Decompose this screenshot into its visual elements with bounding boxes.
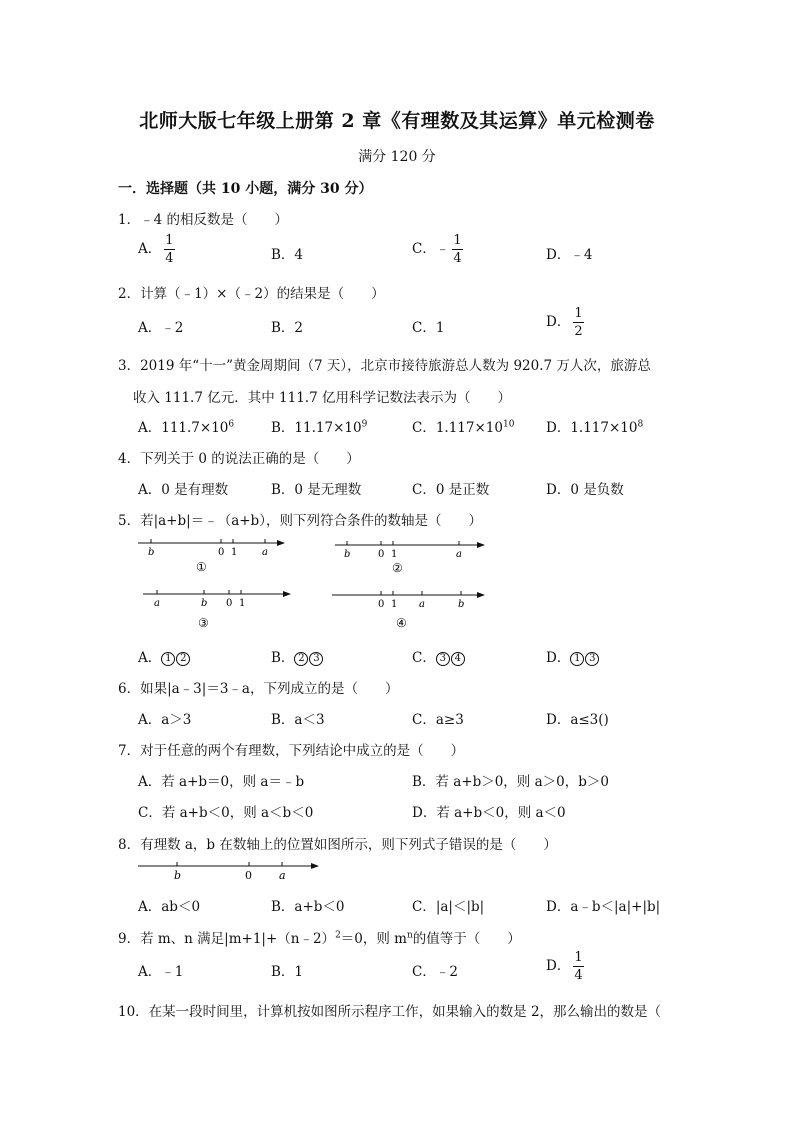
question-6-stem: 6．如果|a﹣3|＝3﹣a，下列成立的是（ ） bbox=[118, 681, 399, 697]
q8-option-a: A．ab＜0 bbox=[138, 899, 201, 915]
label-zero: 0 bbox=[218, 547, 225, 558]
q7-option-c: C．若 a+b＜0，则 a＜b＜0 bbox=[138, 805, 314, 821]
label-a: a bbox=[419, 599, 425, 610]
label-b: b bbox=[174, 869, 182, 882]
question-7-stem: 7．对于任意的两个有理数，下列结论中成立的是（ ） bbox=[118, 743, 465, 759]
question-5-stem: 5．若|a+b|＝﹣（a+b），则下列符合条件的数轴是（ ） bbox=[118, 513, 482, 529]
q4-option-b: B．0 是无理数 bbox=[271, 482, 362, 498]
question-10-stem: 10．在某一段时间里，计算机按如图所示程序工作，如果输入的数是 2，那么输出的数是（ bbox=[118, 1004, 662, 1020]
question-3-stem-line1: 3．2019 年“十一”黄金周期间（7 天），北京市接待旅游总人数为 920.7 万人次，旅游总 bbox=[118, 358, 651, 374]
question-1-stem: 1．﹣4 的相反数是（ ） bbox=[118, 212, 288, 228]
question-9-stem: 9．若 m、n 满足|m+1|+（n﹣2）$^2$＝0，则 $m^n$的值等于（ ） bbox=[118, 930, 521, 947]
label-a: a bbox=[456, 549, 462, 560]
q2-option-d: D． $\frac{1}{2}$ bbox=[546, 306, 583, 339]
q4-option-c: C．0 是正数 bbox=[412, 482, 490, 498]
q1-option-c: C．﹣ $\frac{1}{4}$ bbox=[412, 233, 462, 266]
label-b: b bbox=[458, 599, 465, 610]
q5-option-c: C． 3 4 bbox=[412, 646, 466, 666]
q6-option-d: D．a≤3() bbox=[546, 712, 609, 728]
q6-option-a: A．a＞3 bbox=[138, 712, 192, 728]
q1-option-d: D．﹣4 bbox=[546, 247, 593, 263]
label-zero: 0 bbox=[245, 869, 252, 882]
page-title: 北师大版七年级上册第 2 章《有理数及其运算》单元检测卷 bbox=[139, 110, 655, 132]
q5-number-line-figures bbox=[130, 535, 500, 635]
q5-option-a: A． 1 2 bbox=[138, 646, 191, 666]
label-one: 1 bbox=[239, 598, 246, 609]
page-subtitle: 满分 120 分 bbox=[358, 149, 436, 165]
label-one: 1 bbox=[391, 549, 398, 560]
q4-option-a: A．0 是有理数 bbox=[138, 482, 229, 498]
label-b: b bbox=[201, 598, 208, 609]
label-a: a bbox=[154, 598, 160, 609]
q8-option-d: D．a﹣b＜|a|+|b| bbox=[546, 899, 661, 915]
question-3-stem-line2: 收入 111.7 亿元．其中 111.7 亿用科学记数法表示为（ ） bbox=[133, 390, 511, 406]
q2-option-b: B．2 bbox=[271, 320, 304, 336]
q3-option-a: A．$111.7\times 10^6$ bbox=[138, 419, 235, 436]
q7-option-b: B．若 a+b＞0，则 a＞0，b＞0 bbox=[412, 774, 609, 790]
q5-option-d: D． 1 3 bbox=[546, 646, 600, 666]
figure-label-3: ③ bbox=[198, 616, 209, 630]
q9-option-d: D． $\frac{1}{4}$ bbox=[546, 950, 583, 983]
question-8-stem: 8．有理数 a，b 在数轴上的位置如图所示，则下列式子错误的是（ ） bbox=[118, 837, 557, 853]
q9-option-b: B．1 bbox=[271, 964, 304, 980]
label-a: a bbox=[279, 869, 286, 882]
label-zero: 0 bbox=[378, 599, 385, 610]
number-line-1 bbox=[138, 539, 284, 558]
q6-option-c: C．a≥3 bbox=[412, 712, 464, 728]
number-line-3 bbox=[143, 590, 290, 609]
q7-option-d: D．若 a+b＜0，则 a＜0 bbox=[412, 805, 566, 821]
question-4-stem: 4．下列关于 0 的说法正确的是（ ） bbox=[118, 451, 360, 467]
label-one: 1 bbox=[391, 599, 398, 610]
q7-option-a: A．若 a+b＝0，则 a＝﹣b bbox=[138, 774, 305, 790]
number-line-2 bbox=[335, 541, 484, 560]
figure-label-4: ④ bbox=[396, 616, 407, 630]
q8-option-c: C．|a|＜|b| bbox=[412, 899, 485, 915]
q9-option-a: A．﹣1 bbox=[138, 964, 184, 980]
q3-option-b: B．$11.17\times 10^9$ bbox=[271, 419, 368, 436]
label-a: a bbox=[262, 547, 268, 558]
label-b: b bbox=[344, 549, 351, 560]
q8-option-b: B．a+b＜0 bbox=[271, 899, 345, 915]
question-2-stem: 2．计算（﹣1）×（﹣2）的结果是（ ） bbox=[118, 286, 385, 302]
q3-option-d: D．$1.117\times 10^8$ bbox=[546, 419, 644, 436]
q1-option-a: A． $\frac{1}{4}$ bbox=[138, 233, 174, 266]
q2-option-c: C．1 bbox=[412, 320, 445, 336]
section-heading: 一．选择题（共 10 小题，满分 30 分） bbox=[118, 181, 373, 197]
q3-option-c: C．$1.117\times 10^{10}$ bbox=[412, 419, 515, 436]
q2-option-a: A．﹣2 bbox=[138, 320, 184, 336]
figure-label-2: ② bbox=[392, 561, 403, 575]
label-zero: 0 bbox=[378, 549, 385, 560]
q8-number-line bbox=[130, 858, 330, 886]
number-line-4 bbox=[332, 591, 484, 610]
q1-option-b: B．4 bbox=[271, 247, 304, 263]
label-zero: 0 bbox=[226, 598, 233, 609]
label-b: b bbox=[148, 547, 155, 558]
q9-option-c: C．﹣2 bbox=[412, 964, 458, 980]
label-one: 1 bbox=[231, 547, 238, 558]
q5-option-b: B． 2 3 bbox=[271, 646, 324, 666]
q6-option-b: B．a＜3 bbox=[271, 712, 325, 728]
q4-option-d: D．0 是负数 bbox=[546, 482, 624, 498]
figure-label-1: ① bbox=[196, 560, 207, 574]
